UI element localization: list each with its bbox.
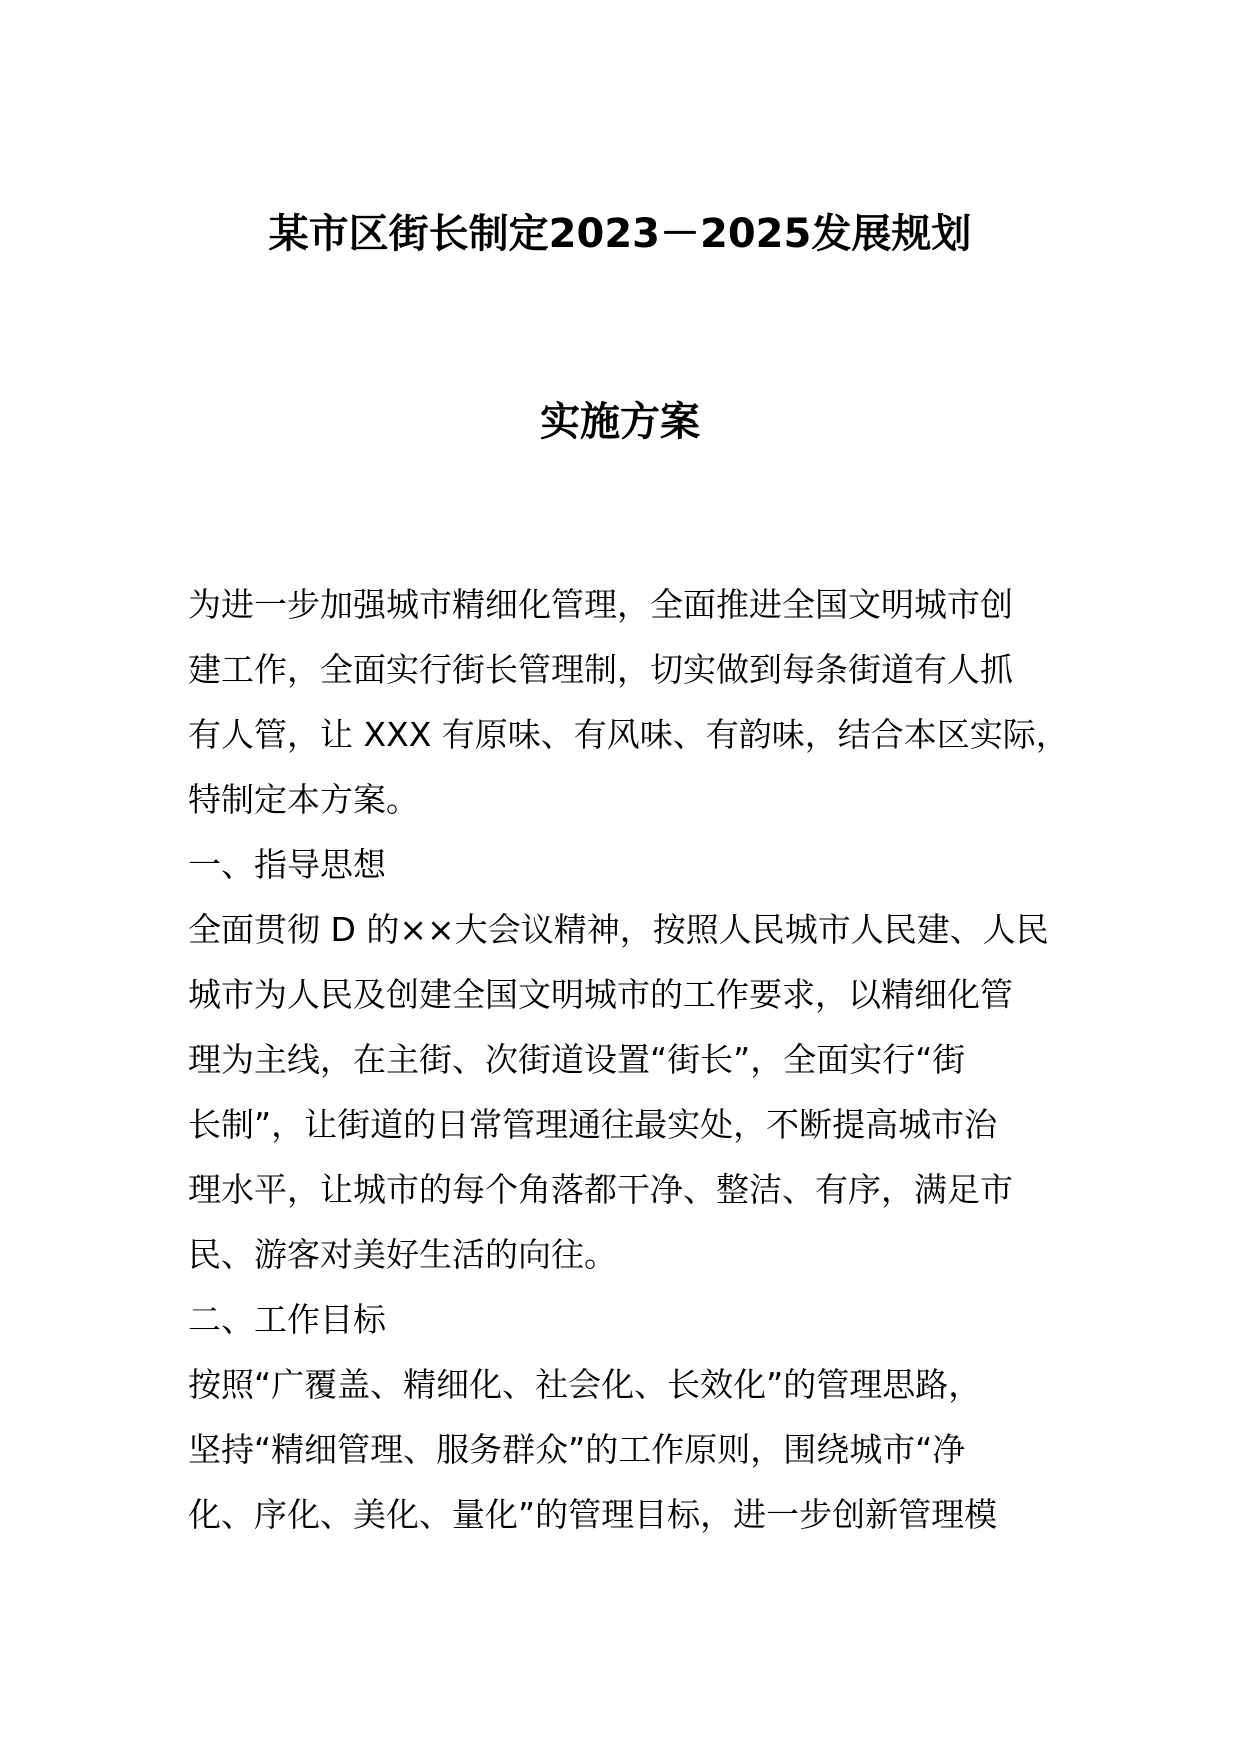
- paragraph-line: 为进一步加强城市精细化管理，全面推进全国文明城市创: [188, 585, 1013, 624]
- paragraph-line: 民、游客对美好生活的向往。: [188, 1235, 617, 1274]
- paragraph-line: 城市为人民及创建全国文明城市的工作要求，以精细化管: [188, 975, 1013, 1014]
- paragraph-line: 按照“广覆盖、精细化、社会化、长效化”的管理思路，: [188, 1365, 982, 1404]
- paragraph-line: 化、序化、美化、量化”的管理目标，进一步创新管理模: [188, 1495, 998, 1534]
- section-heading: 二、工作目标: [188, 1300, 386, 1339]
- document-subtitle: 实施方案: [540, 399, 700, 445]
- paragraph-line: 理为主线，在主街、次街道设置“街长”，全面实行“街: [188, 1040, 966, 1079]
- paragraph-line: 建工作，全面实行街长管理制，切实做到每条街道有人抓: [188, 650, 1013, 689]
- document-title: 某市区街长制定2023－2025发展规划: [268, 211, 972, 257]
- paragraph-line: 理水平，让城市的每个角落都干净、整洁、有序，满足市: [188, 1170, 1013, 1209]
- paragraph-line: 坚持“精细管理、服务群众”的工作原则，围绕城市“净: [188, 1430, 966, 1469]
- paragraph-line: 全面贯彻 D 的××大会议精神，按照人民城市人民建、人民: [188, 910, 1049, 949]
- section-heading: 一、指导思想: [188, 845, 386, 884]
- paragraph-line: 长制”，让街道的日常管理通往最实处，不断提高城市治: [188, 1105, 998, 1144]
- paragraph-line: 有人管，让 XXX 有原味、有风味、有韵味，结合本区实际，: [188, 715, 1069, 754]
- paragraph-line: 特制定本方案。: [188, 780, 419, 819]
